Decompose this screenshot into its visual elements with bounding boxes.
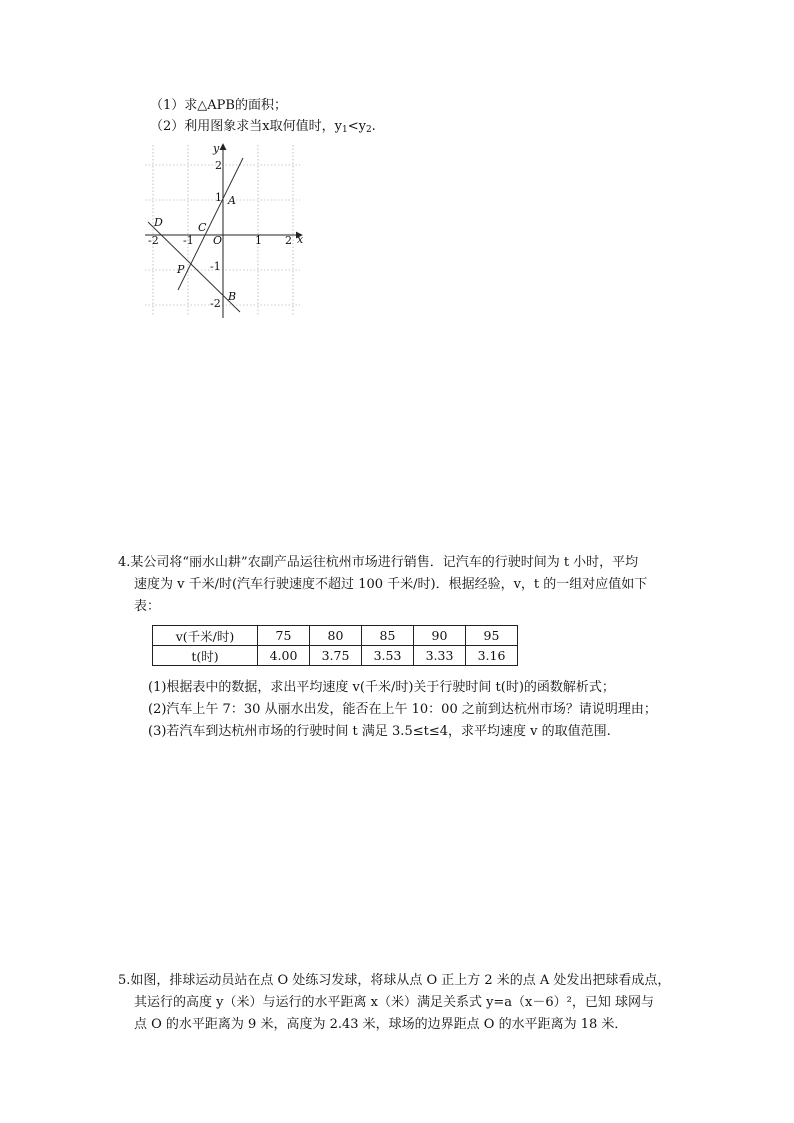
q3-sub2-s1: 1 (341, 125, 348, 135)
table-cell: 3.33 (414, 646, 466, 666)
table-cell: v(千米/时) (153, 626, 258, 646)
q3-sub2-mid: <y (347, 119, 366, 134)
q4-line3: 表： (134, 599, 161, 614)
q4-line1: 4.某公司将“丽水山耕”农副产品运往杭州市场进行销售．记汽车的行驶时间为 t 小时，平均 (118, 555, 639, 570)
table-row (153, 626, 518, 646)
table-cell: t(时) (153, 646, 258, 666)
table-cell: 85 (362, 626, 414, 646)
q5-line2: 其运行的高度 y（米）与运行的水平距离 x（米）满足关系式 y=a（x－6）²，已知 球网与 (134, 995, 655, 1010)
q3-sub1: （1）求△APB的面积； (150, 98, 287, 113)
tick-y-neg1: -1 (210, 260, 221, 273)
point-p-label: P (177, 263, 185, 276)
table-cell: 75 (258, 626, 310, 646)
table-cell: 3.16 (466, 646, 518, 666)
tick-y-1: 1 (215, 191, 222, 204)
point-b-label: B (228, 290, 237, 303)
table-row (153, 646, 518, 666)
q4-sub1: (1)根据表中的数据，求出平均速度 v(千米/时)关于行驶时间 t(时)的函数解析式； (148, 680, 615, 695)
point-a-label: A (228, 194, 236, 207)
table-cell: 4.00 (258, 646, 310, 666)
tick-x-neg1: -1 (183, 234, 194, 247)
point-d-label: D (154, 216, 163, 229)
coordinate-graph (140, 140, 310, 320)
point-c-label: C (198, 221, 207, 234)
tick-x-neg2: -2 (148, 234, 159, 247)
q5-line3: 点 O 的水平距离为 9 米，高度为 2.43 米，球场的边界距点 O 的水平距离为 18 米． (134, 1017, 628, 1032)
q3-sub2-s2: 2 (365, 125, 372, 135)
tick-y-2: 2 (215, 159, 222, 172)
q3-sub2 (150, 117, 376, 140)
q4-line2: 速度为 v 千米/时(汽车行驶速度不超过 100 千米/时)．根据经验，v，t 的一组对应值如下 (134, 577, 648, 592)
q3-sub2-prefix: （2）利用图象求当x取何值时，y (150, 119, 342, 134)
tick-x-1: 1 (255, 234, 262, 247)
table-cell: 3.75 (310, 646, 362, 666)
tick-y-neg2: -2 (210, 297, 221, 310)
table-cell: 3.53 (362, 646, 414, 666)
tick-x-2: 2 (285, 234, 292, 247)
q4-sub3: (3)若汽车到达杭州市场的行驶时间 t 满足 3.5≤t≤4，求平均速度 v 的取值范围. (148, 724, 611, 739)
q5-line1: 5.如图，排球运动员站在点 O 处练习发球，将球从点 O 正上方 2 米的点 A 处发出把球看成点， (118, 973, 671, 988)
q4-sub2: (2)汽车上午 7：30 从丽水出发，能否在上午 10：00 之前到达杭州市场？请说明理由； (148, 702, 657, 717)
axis-x-label: x (297, 233, 304, 246)
table-cell: 80 (310, 626, 362, 646)
origin-label: O (213, 234, 223, 247)
axis-y-label: y (213, 142, 220, 155)
table-cell: 90 (414, 626, 466, 646)
q3-sub2-end: . (371, 119, 376, 134)
table-cell: 95 (466, 626, 518, 646)
speed-time-table (152, 625, 518, 666)
